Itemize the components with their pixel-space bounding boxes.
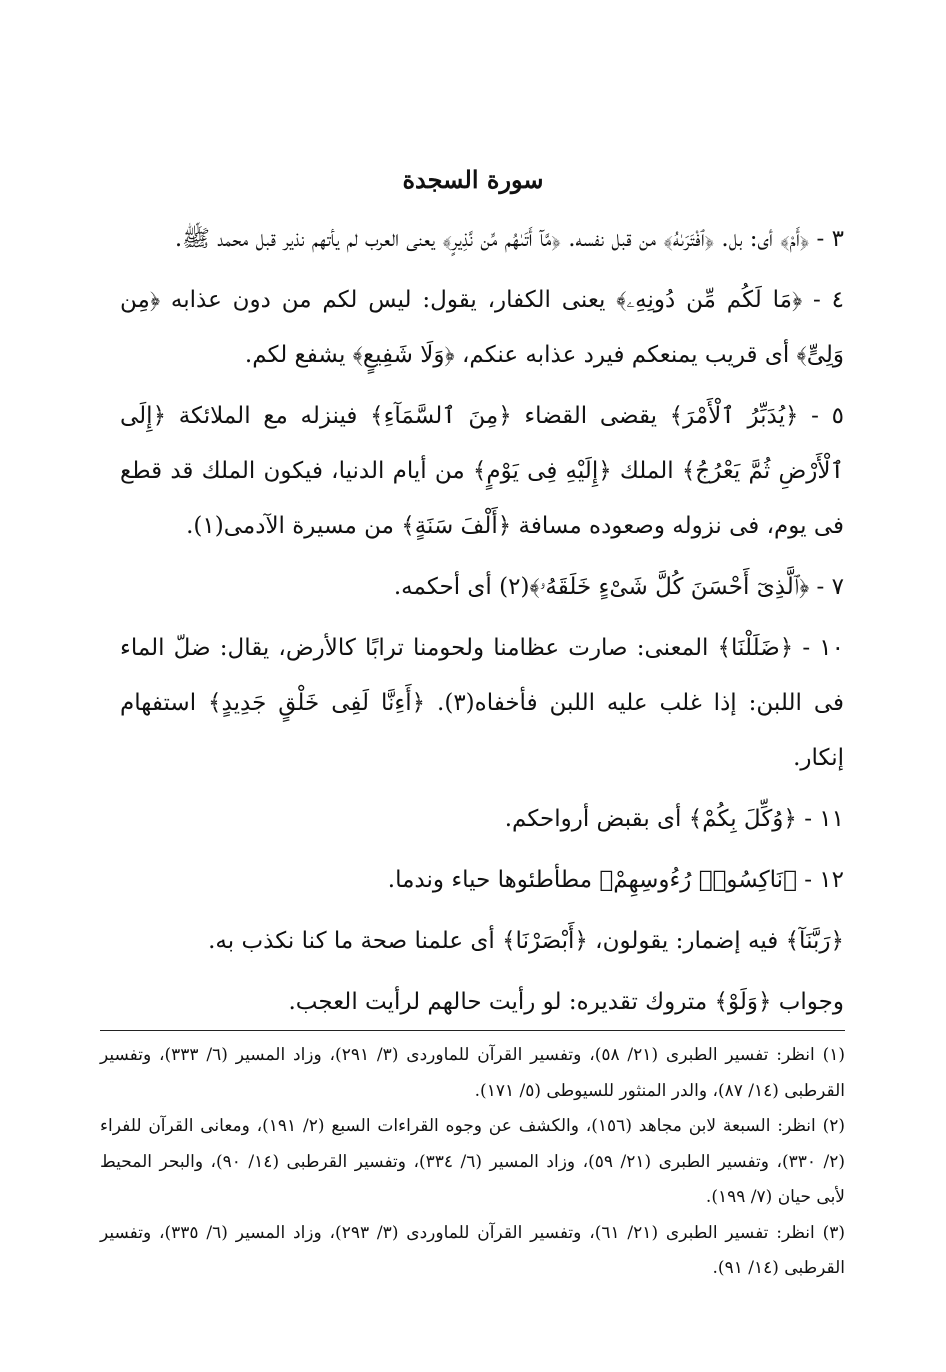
- commentary-paragraph-verse-7: ٧ - ﴿ٱلَّذِىٓ أَحْسَنَ كُلَّ شَىْءٍ خَلَقَهُۥ﴾(٢) أى أحكمه.: [393, 574, 844, 600]
- commentary-paragraph-verse-11: ١١ - ﴿وُكِّلَ بِكُمْ﴾ أى بقبض أرواحكم.: [504, 806, 844, 832]
- commentary-body: [120, 212, 844, 1036]
- footnote-1: (١) انظر: تفسير الطبرى (٢١/ ٥٨)، وتفسير القرآن للماوردى (٣/ ٢٩١)، وزاد المسير (٦/ ٣٣٣)، وتفسير القرطبى (١٤/ ٨٧)، والدر المنثور للسيوطى (٥/ ١٧١).: [100, 1045, 846, 1101]
- footnote-divider: [100, 1030, 845, 1031]
- commentary-paragraph-verse-4: ٤ - ﴿مَا لَكُم مِّن دُونِهِۦ﴾ يعنى الكفار، يقول: ليس لكم من دون عذابه ﴿مِن وَلِىٍّ﴾ أى قريب يمنعكم فيرد عذابه عنكم، ﴿وَلَا شَفِيعٍ﴾ يشفع لكم.: [120, 287, 844, 368]
- commentary-paragraph-verse-10: ١٠ - ﴿ضَلَلْنَا﴾ المعنى: صارت عظامنا ولحومنا ترابًا كالأرض، يقال: ضلّ الماء فى اللبن: إذا غلب عليه اللبن فأخفاه(٣). ﴿أَءِنَّا لَفِى خَلْقٍ جَدِيدٍ﴾ استفهام إنكار.: [120, 635, 844, 771]
- commentary-paragraph-verse-12: ١٢ - ﴿نَاكِسُوا۟ رُءُوسِهِمْ﴾ مطأطئوها حياء وندما.: [387, 867, 844, 893]
- footnote-3: (٣) انظر: تفسير الطبرى (٢١/ ٦١)، وتفسير القرآن للماوردى (٣/ ٢٩٣)، وزاد المسير (٦/ ٣٣٥)، وتفسير القرطبى (١٤/ ٩١).: [100, 1222, 846, 1278]
- commentary-paragraph-walaw: وجواب ﴿وَلَوْ﴾ متروك تقديره: لو رأيت حالهم لرأيت العجب.: [288, 989, 844, 1015]
- commentary-paragraph-verse-5: ٥ - ﴿يُدَبِّرُ ٱلْأَمْرَ﴾ يقضى القضاء ﴿مِنَ ٱلسَّمَآءِ﴾ فينزله مع الملائكة ﴿إِلَى ٱلْأَرْضِ ثُمَّ يَعْرُجُ﴾ الملك ﴿إِلَيْهِ فِى يَوْمٍ﴾ من أيام الدنيا، فيكون الملك قد قطع فى يوم، فى نزوله وصعوده مسافة ﴿أَلْفَ سَنَةٍ﴾ من مسيرة الآدمى(١).: [120, 403, 844, 539]
- commentary-paragraph-rabbana: ﴿رَبَّنَآ﴾ فيه إضمار: يقولون، ﴿أَبْصَرْنَا﴾ أى علمنا صحة ما كنا نكذب به.: [208, 928, 844, 954]
- commentary-paragraph-verse-3: ٣ - ﴿أَمْ﴾ أى: بل. ﴿ٱفْتَرَىٰهُ﴾ من قبل نفسه. ﴿مَّآ أَتَىٰهُم مِّن نَّذِيرٍ﴾ يعنى العرب لم يأتهم نذير قبل محمد ﷺ.: [174, 226, 844, 252]
- footnotes: [100, 1038, 845, 1287]
- page-title: سورة السجدة: [402, 165, 544, 194]
- footnote-2: (٢) انظر: السبعة لابن مجاهد (١٥٦)، والكشف عن وجوه القراءات السبع (٢/ ١٩١)، ومعانى القرآن للفراء (٢/ ٣٣٠)، وتفسير الطبرى (٢١/ ٥٩)، وزاد المسير (٦/ ٣٣٤)، وتفسير القرطبى (١٤/ ٩٠)، والبحر المحيط لأبى حيان (٧/ ١٩٩).: [100, 1116, 846, 1207]
